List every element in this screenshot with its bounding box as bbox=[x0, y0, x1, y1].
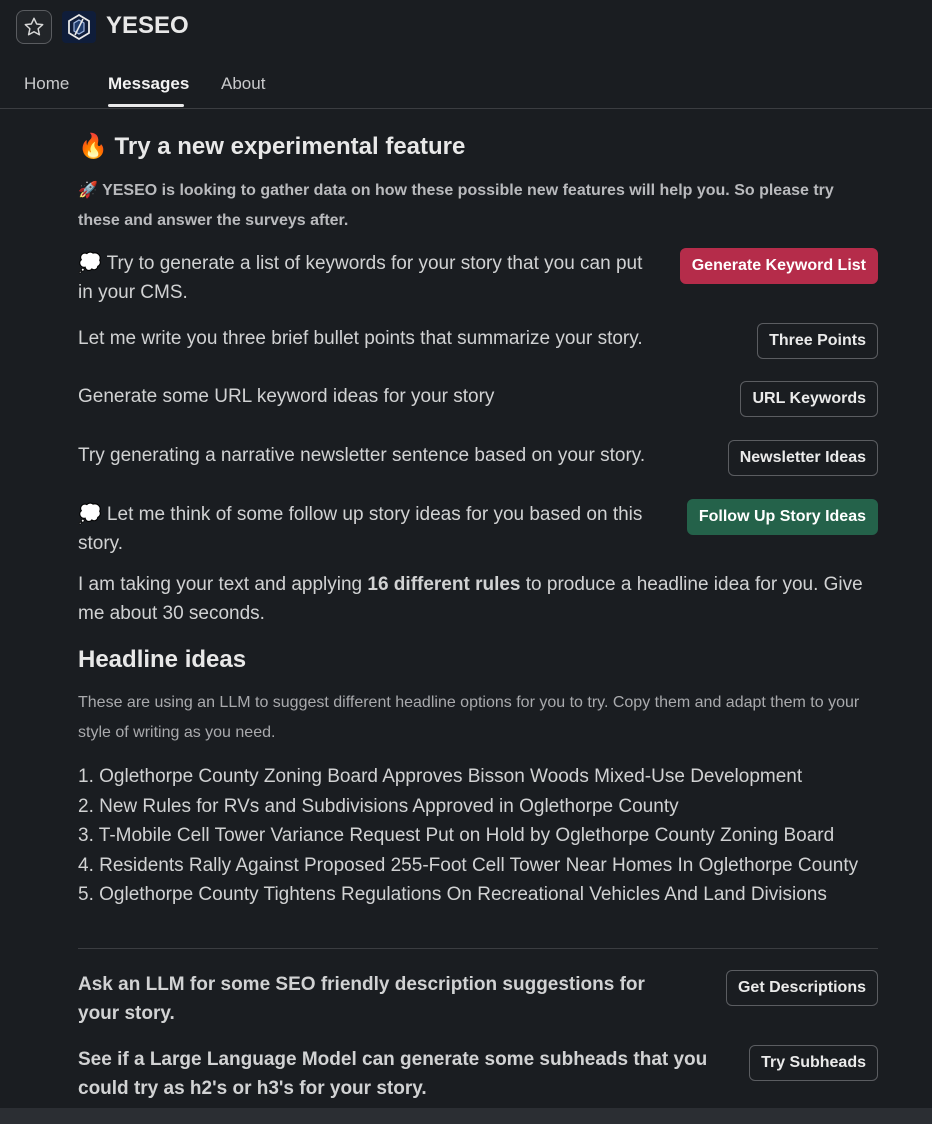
divider bbox=[78, 948, 878, 949]
headline-item: 5. Oglethorpe County Tightens Regulations On Recreational Vehicles And Land Divisions bbox=[78, 884, 827, 905]
follow-up-story-ideas-button[interactable]: Follow Up Story Ideas bbox=[687, 499, 878, 535]
newsletter-ideas-button[interactable]: Newsletter Ideas bbox=[728, 440, 878, 476]
seo-descriptions-text: Ask an LLM for some SEO friendly description suggestions for your story. bbox=[78, 974, 645, 1024]
url-keywords-text: Generate some URL keyword ideas for your story bbox=[78, 386, 495, 407]
url-keywords-button[interactable]: URL Keywords bbox=[740, 381, 878, 417]
three-points-button[interactable]: Three Points bbox=[757, 323, 878, 359]
generate-keyword-list-button[interactable]: Generate Keyword List bbox=[680, 248, 878, 284]
three-points-text: Let me write you three brief bullet points that summarize your story. bbox=[78, 328, 643, 349]
tab-messages[interactable]: Messages bbox=[108, 74, 190, 93]
headline-list bbox=[78, 762, 878, 910]
tab-home[interactable]: Home bbox=[24, 74, 70, 93]
processing-suffix: to produce a headline idea for you. Give me about 30 seconds. bbox=[78, 574, 863, 624]
tab-bar bbox=[0, 62, 932, 109]
app-logo bbox=[62, 11, 96, 43]
processing-rules-count: 16 different rules bbox=[367, 574, 521, 595]
experimental-heading: 🔥 Try a new experimental feature bbox=[78, 133, 466, 160]
star-icon bbox=[23, 16, 45, 38]
follow-up-text: 💭 Let me think of some follow up story ideas for you based on this story. bbox=[78, 504, 643, 554]
newsletter-text: Try generating a narrative newsletter sentence based on your story. bbox=[78, 445, 646, 466]
processing-prefix: I am taking your text and applying bbox=[78, 574, 368, 595]
processing-message bbox=[78, 570, 878, 628]
headline-item: 4. Residents Rally Against Proposed 255-Foot Cell Tower Near Homes In Oglethorpe County bbox=[78, 854, 859, 876]
app-header bbox=[0, 0, 932, 56]
headline-item: 3. T-Mobile Cell Tower Variance Request Put on Hold by Oglethorpe County Zoning Board bbox=[78, 825, 835, 846]
experimental-intro: 🚀 YESEO is looking to gather data on how these possible new features will help you. So please try these and answer the surveys after. bbox=[78, 182, 834, 229]
headline-ideas-description: These are using an LLM to suggest different headline options for you to try. Copy them and adapt them to your style of writing as you need. bbox=[78, 694, 860, 741]
subheads-text: See if a Large Language Model can generate some subheads that you could try as h2's or h3's for your story. bbox=[78, 1049, 708, 1099]
headline-item: 2. New Rules for RVs and Subdivisions Approved in Oglethorpe County bbox=[78, 795, 679, 817]
hexagon-logo-icon bbox=[65, 13, 93, 41]
app-title: YESEO bbox=[106, 12, 189, 39]
headline-ideas-heading: Headline ideas bbox=[78, 646, 247, 673]
headline-item: 1. Oglethorpe County Zoning Board Approves Bisson Woods Mixed-Use Development bbox=[78, 766, 803, 787]
keyword-list-text: 💭 Try to generate a list of keywords for your story that you can put in your CMS. bbox=[78, 253, 643, 303]
get-descriptions-button[interactable]: Get Descriptions bbox=[726, 970, 878, 1006]
bottom-scroll-edge bbox=[0, 1108, 932, 1124]
tab-about[interactable]: About bbox=[221, 74, 266, 93]
favorite-button[interactable] bbox=[16, 10, 52, 44]
active-tab-indicator bbox=[108, 104, 184, 107]
try-subheads-button[interactable]: Try Subheads bbox=[749, 1045, 878, 1081]
